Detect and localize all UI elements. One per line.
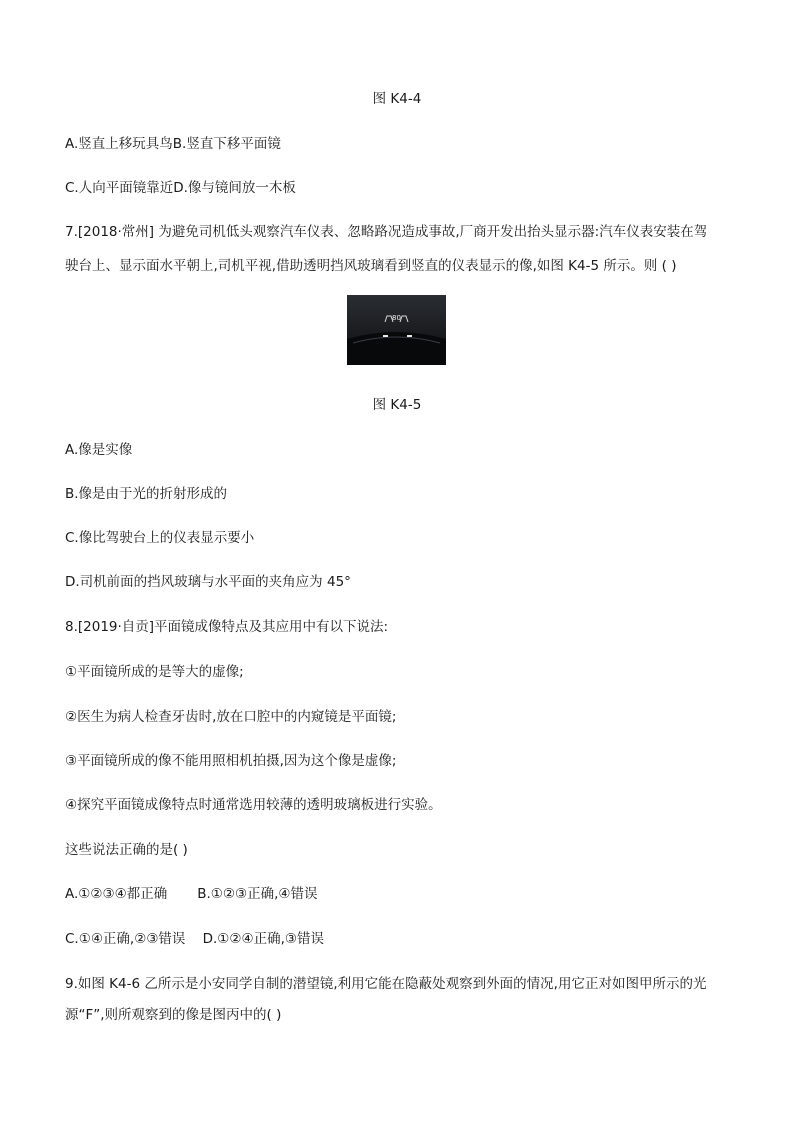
q8-options-cd: C.①④正确,②③错误 D.①②④正确,③错误 xyxy=(65,931,324,947)
q8-options-ab: A.①②③④都正确 B.①②③正确,④错误 xyxy=(65,886,318,902)
headlight-right xyxy=(407,335,412,337)
q8-statement-4: ④探究平面镜成像特点时通常选用较薄的透明玻璃板进行实验。 xyxy=(65,797,442,813)
hud-dashboard-illustration xyxy=(347,295,446,365)
figure-caption-k4-4: 图 K4-4 xyxy=(372,91,422,107)
q6-options-ab: A.竖直上移玩具鸟B.竖直下移平面镜 xyxy=(65,136,281,152)
q8-statement-1: ①平面镜所成的是等大的虚像; xyxy=(65,664,244,680)
q7-option-c: C.像比驾驶台上的仪表显示要小 xyxy=(65,530,255,546)
hud-dashboard-photo xyxy=(347,295,446,365)
headlight-left xyxy=(383,335,388,337)
q9-stem-line1: 9.如图 K4-6 乙所示是小安同学自制的潜望镜,利用它能在隐蔽处观察到外面的情况,用它正对如图甲所示的光 xyxy=(65,976,707,992)
q7-option-a: A.像是实像 xyxy=(65,442,133,458)
figure-caption-k4-5: 图 K4-5 xyxy=(372,397,422,413)
q8-stem: 8.[2019·自贡]平面镜成像特点及其应用中有以下说法: xyxy=(65,619,389,635)
q7-stem-line1: 7.[2018·常州] 为避免司机低头观察汽车仪表、忽略路况造成事故,厂商开发出抬头显示器:汽车仪表安装在驾 xyxy=(65,224,708,240)
q8-statement-3: ③平面镜所成的像不能用照相机拍摄,因为这个像是虚像; xyxy=(65,753,397,769)
q6-options-cd: C.人向平面镜靠近D.像与镜间放一木板 xyxy=(65,180,296,196)
q7-option-d: D.司机前面的挡风玻璃与水平面的夹角应为 45° xyxy=(65,574,351,590)
q8-statement-2: ②医生为病人检查牙齿时,放在口腔中的内窥镜是平面镜; xyxy=(65,709,397,725)
q8-question: 这些说法正确的是( ) xyxy=(65,842,188,858)
hud-speed-text: 80 xyxy=(392,314,401,322)
q7-stem-line2: 驶台上、显示面水平朝上,司机平视,借助透明挡风玻璃看到竖直的仪表显示的像,如图 K4-5 所示。则 ( ) xyxy=(65,258,677,274)
q9-stem-line2: 源“F”,则所观察到的像是图丙中的( ) xyxy=(65,1007,282,1023)
q7-option-b: B.像是由于光的折射形成的 xyxy=(65,486,228,502)
